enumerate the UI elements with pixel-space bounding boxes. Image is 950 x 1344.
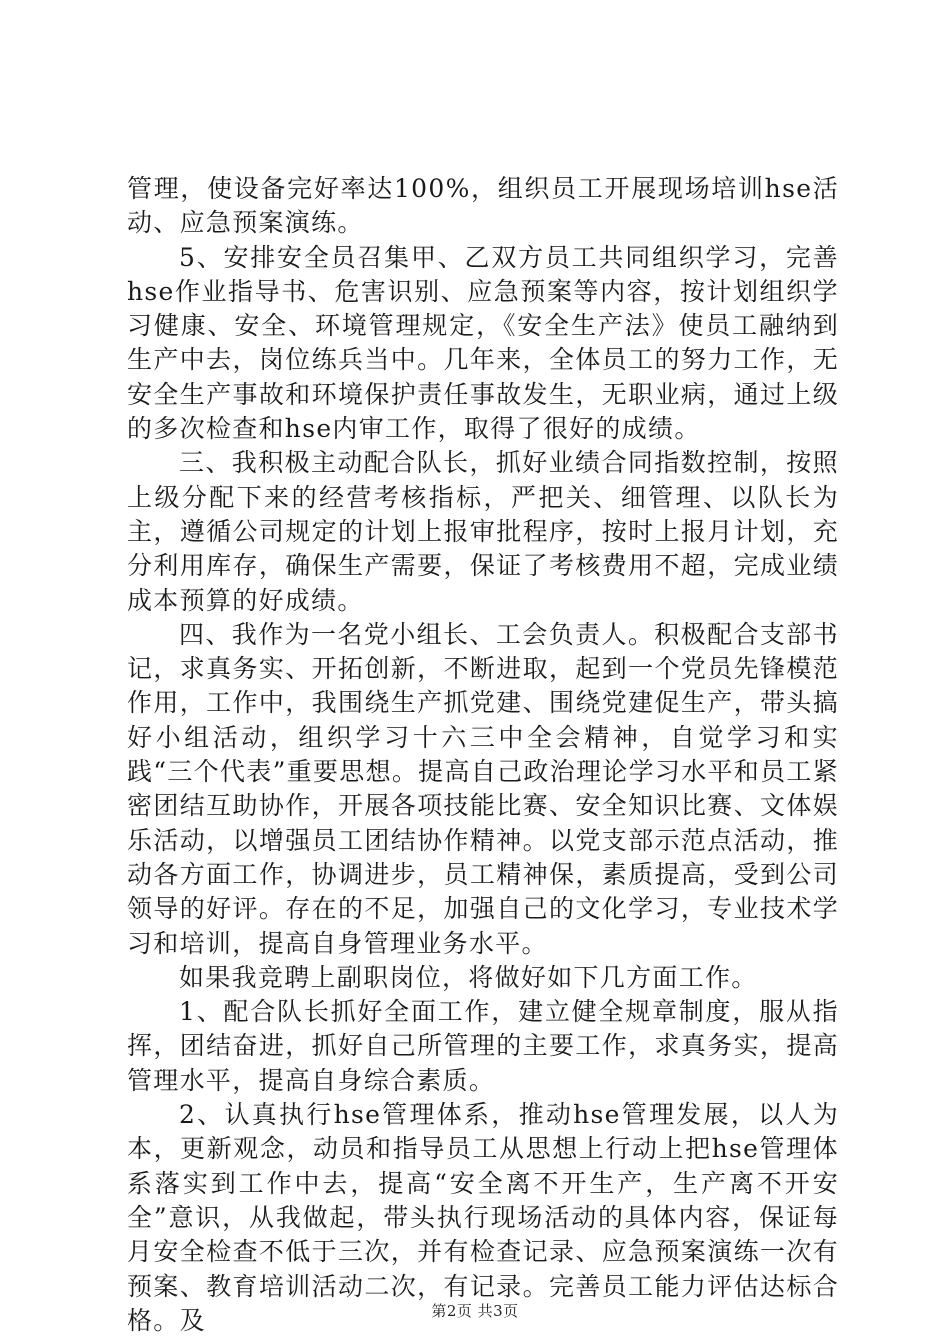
page-number-footer: 第2页 共3页 — [431, 1302, 519, 1320]
paragraph-section-4: 四、我作为一名党小组长、工会负责人。积极配合支部书记，求真务实、开拓创新，不断进取，起到一个党员先锋模范作用，工作中，我围绕生产抓党建、围绕党建促生产，带头搞好小组活动，组织学习十六三中全会精神，自觉学习和实践“三个代表”重要思想。提高自己政治理论学习水平和员工紧密团结互助协作，开展各项技能比赛、安全知识比赛、文体娱乐活动，以增强员工团结协作精神。以党支部示范点活动，推动各方面工作，协调进步，员工精神保，素质提高，受到公司领导的好评。存在的不足，加强自己的文化学习，专业技术学习和培训，提高自身管理业务水平。 — [127, 619, 839, 958]
paragraph-intro-plans: 如果我竞聘上副职岗位，将做好如下几方面工作。 — [179, 962, 758, 992]
paragraph-section-3: 三、我积极主动配合队长，抓好业绩合同指数控制，按照上级分配下来的经营考核指标，严把关、细管理、以队长为主，遵循公司规定的计划上报审批程序，按时上报月计划，充分利用库存，确保生产需要，保证了考核费用不超，完成业绩成本预算的好成绩。 — [127, 448, 839, 615]
document-body — [127, 172, 839, 1338]
paragraph-plan-2: 2、认真执行hse管理体系，推动hse管理发展，以人为本，更新观念，动员和指导员工从思想上行动上把hse管理体系落实到工作中去，提高“安全离不开生产，生产离不开安全”意识，从我做起，带头执行现场活动的具体内容，保证每月安全检查不低于三次，并有检查记录、应急预案演练一次有预案、教育培训活动二次，有记录。完善员工能力评估达标合格。及 — [127, 1100, 839, 1335]
paragraph-continuation: 管理，使设备完好率达100%，组织员工开展现场培训hse活动、应急预案演练。 — [127, 174, 839, 238]
paragraph-item-5: 5、安排安全员召集甲、乙双方员工共同组织学习，完善hse作业指导书、危害识别、应急预案等内容，按计划组织学习健康、安全、环境管理规定，《安全生产法》使员工融纳到生产中去，岗位练兵当中。几年来，全体员工的努力工作，无安全生产事故和环境保护责任事故发生，无职业病，通过上级的多次检查和hse内审工作，取得了很好的成绩。 — [127, 242, 839, 444]
paragraph-plan-1: 1、配合队长抓好全面工作，建立健全规章制度，服从指挥，团结奋进，抓好自己所管理的主要工作，求真务实，提高管理水平，提高自身综合素质。 — [127, 997, 839, 1095]
